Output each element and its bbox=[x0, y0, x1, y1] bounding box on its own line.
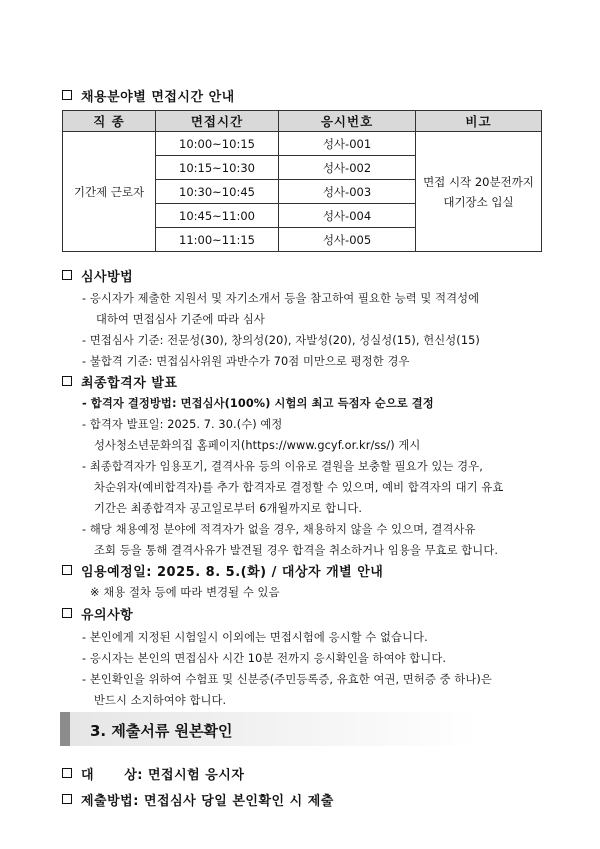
number-cell: 성사-003 bbox=[279, 180, 416, 204]
number-cell: 성사-005 bbox=[279, 228, 416, 252]
section-title-caution: 유의사항 bbox=[62, 604, 133, 623]
header-job: 직 종 bbox=[63, 111, 156, 132]
time-cell: 10:15~10:30 bbox=[156, 156, 279, 180]
note-line: 대기장소 입실 bbox=[443, 194, 514, 209]
section-title-final: 최종합격자 발표 bbox=[62, 372, 177, 391]
time-cell: 10:00~10:15 bbox=[156, 132, 279, 156]
time-cell: 11:00~11:15 bbox=[156, 228, 279, 252]
table-header-row bbox=[63, 111, 542, 132]
final-line: - 합격자 결정방법: 면접심사(100%) 시험의 최고 득점자 순으로 결정 bbox=[82, 397, 434, 410]
heading-accent-bar bbox=[60, 712, 70, 746]
method-line: - 응시자가 제출한 지원서 및 자기소개서 등을 참고하여 필요한 능력 및 적격성에 bbox=[82, 292, 480, 305]
checkbox-bullet-icon bbox=[62, 565, 72, 575]
section-title-interview: 채용분야별 면접시간 안내 bbox=[62, 86, 235, 105]
interview-schedule-table bbox=[62, 110, 542, 252]
final-line: 차순위자(예비합격자)를 추가 합격자로 결정할 수 있으며, 예비 합격자의 대기 유효 bbox=[94, 481, 504, 494]
time-cell: 10:45~11:00 bbox=[156, 204, 279, 228]
caution-line: - 본인확인을 위하여 수험표 및 신분증(주민등록증, 유효한 여권, 면허증 중 하나)은 bbox=[82, 673, 492, 686]
header-time: 면접시간 bbox=[156, 111, 279, 132]
number-cell: 성사-001 bbox=[279, 132, 416, 156]
final-line: 기간은 최종합격자 공고일로부터 6개월까지로 합니다. bbox=[94, 502, 363, 515]
note-line: 면접 시작 20분전까지 bbox=[423, 174, 534, 189]
date-note: ※ 채용 절차 등에 따라 변경될 수 있음 bbox=[90, 586, 280, 599]
checkbox-bullet-icon bbox=[62, 376, 72, 386]
final-line: - 합격자 발표일: 2025. 7. 30.(수) 예정 bbox=[82, 418, 283, 431]
section3-target: 대 상: 면접시험 응시자 bbox=[62, 764, 244, 783]
section-title-date: 임용예정일: 2025. 8. 5.(화) / 대상자 개별 안내 bbox=[62, 561, 383, 580]
method-line: 대하여 면접심사 기준에 따라 심사 bbox=[96, 313, 265, 326]
final-line: - 해당 채용예정 분야에 적격자가 없을 경우, 채용하지 않을 수 있으며, 결격사유 bbox=[82, 523, 476, 536]
checkbox-bullet-icon bbox=[62, 608, 72, 618]
number-cell: 성사-004 bbox=[279, 204, 416, 228]
section-3-heading: 3. 제출서류 원본확인 bbox=[60, 712, 480, 746]
number-cell: 성사-002 bbox=[279, 156, 416, 180]
method-line: - 불합격 기준: 면접심사위원 과반수가 70점 미만으로 평정한 경우 bbox=[82, 355, 410, 368]
time-cell: 10:30~10:45 bbox=[156, 180, 279, 204]
checkbox-bullet-icon bbox=[62, 90, 72, 100]
table-row bbox=[63, 132, 542, 156]
note-cell bbox=[416, 132, 542, 252]
checkbox-bullet-icon bbox=[62, 270, 72, 280]
checkbox-bullet-icon bbox=[62, 794, 72, 804]
final-line: - 최종합격자가 임용포기, 결격사유 등의 이유로 결원을 보충할 필요가 있는 경우, bbox=[82, 460, 483, 473]
checkbox-bullet-icon bbox=[62, 768, 72, 778]
caution-line: 반드시 소지하여야 합니다. bbox=[94, 694, 227, 707]
section3-method: 제출방법: 면접심사 당일 본인확인 시 제출 bbox=[62, 790, 334, 809]
caution-line: - 본인에게 지정된 시험일시 이외에는 면접시험에 응시할 수 없습니다. bbox=[82, 631, 428, 644]
final-line: 조회 등을 통해 결격사유가 발견될 경우 합격을 취소하거나 임용을 무효로 합니다. bbox=[94, 544, 499, 557]
method-line: - 면접심사 기준: 전문성(30), 창의성(20), 자발성(20), 성실성(15), 헌신성(15) bbox=[82, 334, 480, 347]
header-number: 응시번호 bbox=[279, 111, 416, 132]
caution-line: - 응시자는 본인의 면접심사 시간 10분 전까지 응시확인을 하여야 합니다. bbox=[82, 652, 447, 665]
job-cell: 기간제 근로자 bbox=[63, 132, 156, 252]
final-line: 성사청소년문화의집 홈페이지(https://www.gcyf.or.kr/ss/) 게시 bbox=[94, 439, 421, 452]
header-note: 비고 bbox=[416, 111, 542, 132]
section-title-method: 심사방법 bbox=[62, 266, 133, 285]
